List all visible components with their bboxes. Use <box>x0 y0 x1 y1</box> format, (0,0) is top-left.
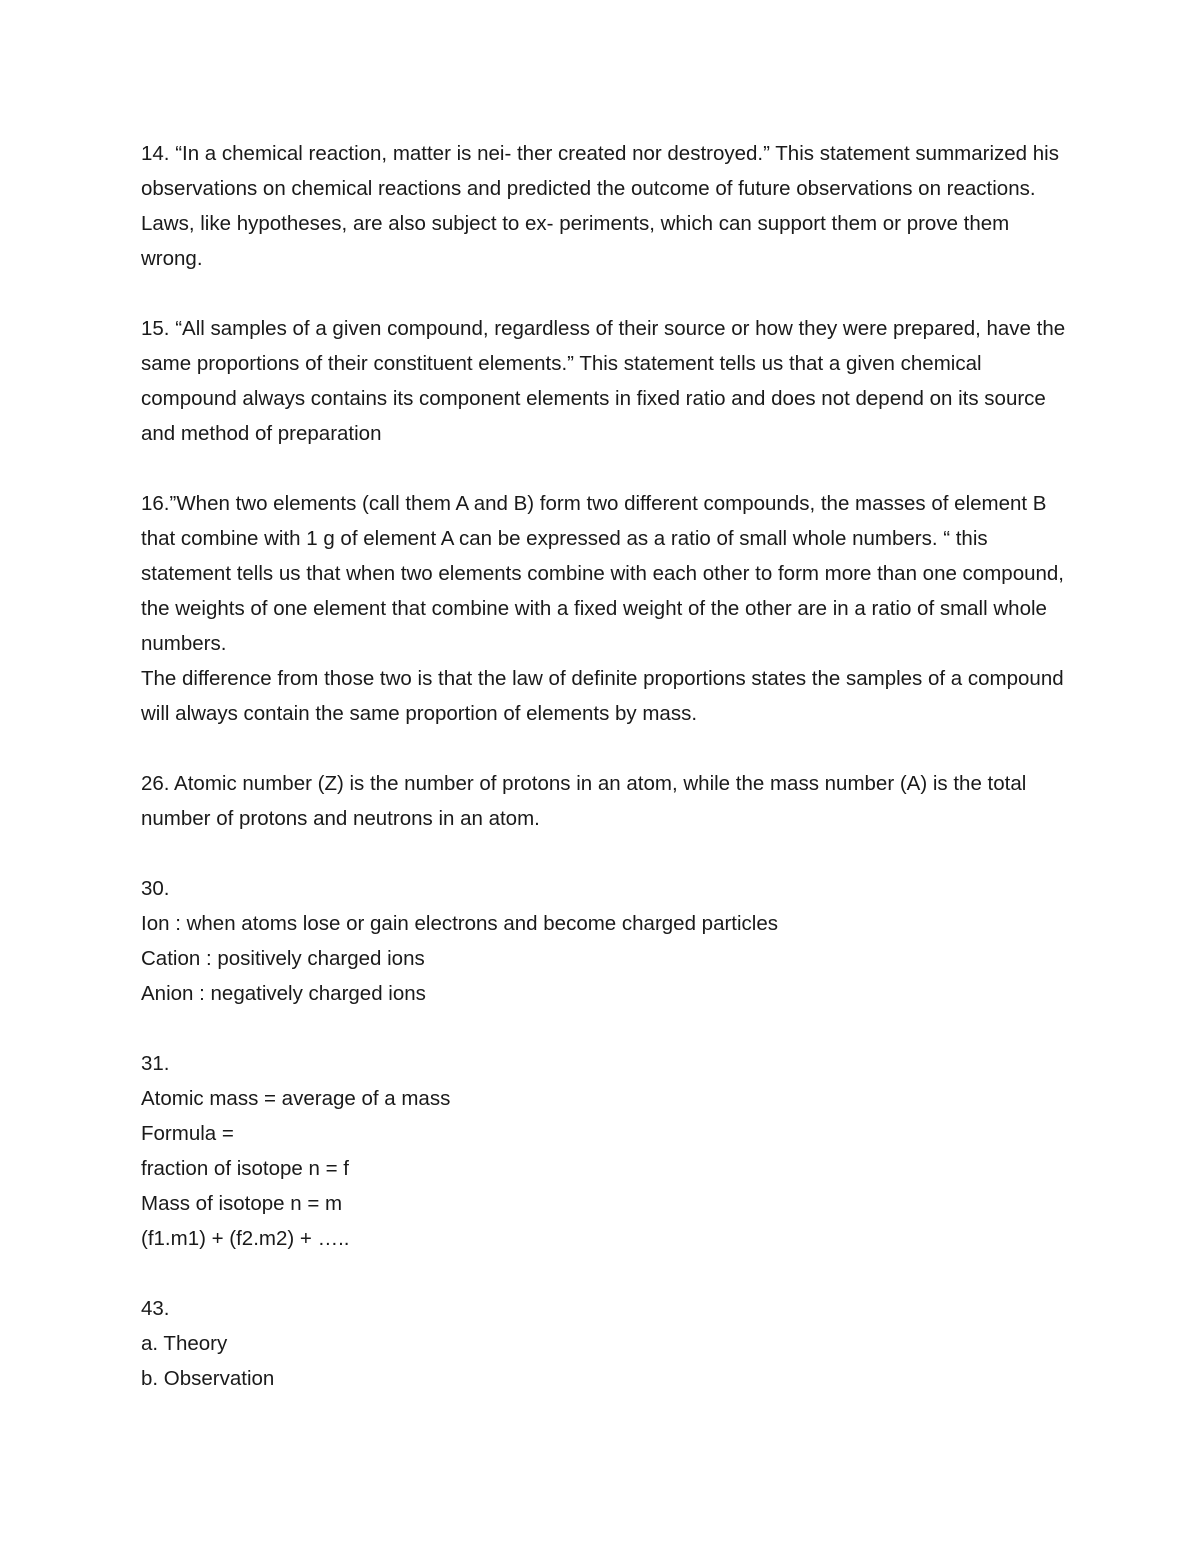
answer-43 <box>141 1291 1066 1396</box>
answer-30-anion: Anion : negatively charged ions <box>141 982 426 1005</box>
answer-16 <box>141 486 1066 731</box>
answer-31-atomic-mass: Atomic mass = average of a mass <box>141 1087 451 1110</box>
answer-14-text: 14. “In a chemical reaction, matter is nei- ther created nor destroyed.” This statement summarized his observations on chemical reactions and predicted the outcome of future observations on reactions. Laws, like hypotheses, are also subject to ex- periments, which can support them or prove them wrong. <box>141 142 1059 270</box>
answer-16-text: 16.”When two elements (call them A and B) form two different compounds, the masses of element B that combine with 1 g of element A can be expressed as a ratio of small whole numbers. “ this statement tells us that when two elements combine with each other to form more than one compound, the weights of one element that combine with a fixed weight of the other are in a ratio of small whole numbers. <box>141 492 1064 655</box>
answer-30 <box>141 871 1066 1011</box>
answer-43-a: a. Theory <box>141 1332 228 1355</box>
answer-31 <box>141 1046 1066 1256</box>
answer-31-fraction: fraction of isotope n = f <box>141 1157 349 1180</box>
answer-43-number: 43. <box>141 1297 170 1320</box>
answer-31-formula: Formula = <box>141 1122 234 1145</box>
answer-43-b: b. Observation <box>141 1367 275 1390</box>
answer-30-number: 30. <box>141 877 170 900</box>
answer-26-text: 26. Atomic number (Z) is the number of protons in an atom, while the mass number (A) is the total number of protons and neutrons in an atom. <box>141 772 1027 830</box>
answer-30-cation: Cation : positively charged ions <box>141 947 425 970</box>
answer-26 <box>141 766 1066 836</box>
answer-31-number: 31. <box>141 1052 170 1075</box>
answer-15-text: 15. “All samples of a given compound, regardless of their source or how they were prepared, have the same proportions of their constituent elements.” This statement tells us that a given chemical compound always contains its component elements in fixed ratio and does not depend on its source and method of preparation <box>141 317 1066 445</box>
answer-31-equation: (f1.m1) + (f2.m2) + ….. <box>141 1227 350 1250</box>
answer-31-mass-isotope: Mass of isotope n = m <box>141 1192 343 1215</box>
answer-15 <box>141 311 1066 451</box>
answer-16-difference: The difference from those two is that the law of definite proportions states the samples of a compound will always contain the same proportion of elements by mass. <box>141 667 1064 725</box>
answer-14 <box>141 136 1066 276</box>
document-page <box>141 136 1066 1431</box>
answer-30-ion: Ion : when atoms lose or gain electrons and become charged particles <box>141 912 779 935</box>
